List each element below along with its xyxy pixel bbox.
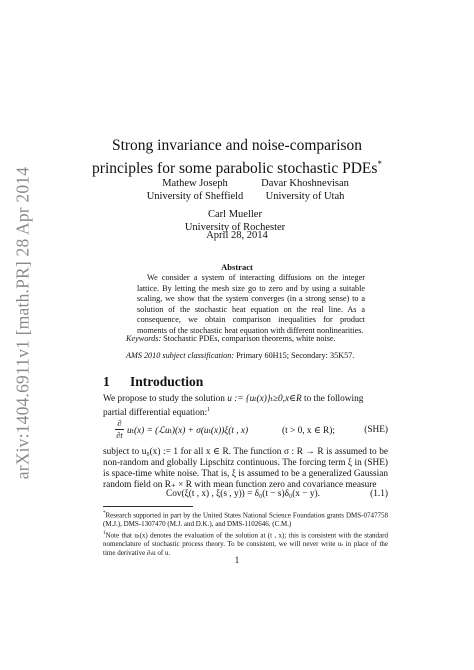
page-number: 1 bbox=[234, 556, 240, 566]
equation-she-tag: (SHE) bbox=[364, 425, 388, 435]
ams-classification-line bbox=[126, 351, 386, 361]
arxiv-stamp-text: arXiv:1404.6911v1 [math.PR] 28 Apr 2014 bbox=[12, 166, 33, 480]
ams-text: Primary 60H15; Secondary: 35K57. bbox=[236, 351, 355, 360]
author-1-affiliation: University of Sheffield bbox=[146, 190, 244, 202]
title-line-2 bbox=[0, 155, 474, 178]
section-number: 1 bbox=[103, 374, 110, 389]
author-1-name: Mathew Joseph bbox=[162, 178, 228, 189]
footnote-2 bbox=[103, 530, 388, 557]
intro-math: u := {uₜ(x)}ₜ≥0,x∈R bbox=[227, 394, 302, 404]
intro-footnote-mark: 1 bbox=[207, 407, 211, 414]
title-line-2-text: principles for some parabolic stochastic PDEs bbox=[92, 160, 378, 178]
fraction-denominator: ∂t bbox=[116, 430, 123, 440]
title-footnote-mark: * bbox=[377, 159, 382, 169]
intro-text-after: to the following partial differential equation: bbox=[103, 394, 364, 419]
equation-she-body: uₜ(x) = (ℒuₜ)(x) + σ(uₜ(x))ξ(t , x) bbox=[127, 426, 249, 436]
footnote-1-mark: * bbox=[103, 511, 106, 516]
keywords-text: Stochastic PDEs, comparison theorems, white noise. bbox=[163, 334, 336, 343]
author-3-name: Carl Mueller bbox=[208, 209, 262, 220]
footnote-1-text: Research supported in part by the United States National Science Foundation grants DMS-0747758 (M.J.), DMS-1307470 (M.J. and D.K.), and DMS-1102646. (C.M.) bbox=[103, 511, 388, 528]
footnote-2-mark: 1 bbox=[103, 531, 106, 536]
abstract-heading: Abstract bbox=[221, 262, 253, 272]
footnote-1 bbox=[103, 510, 388, 529]
fraction-numerator: ∂ bbox=[117, 418, 122, 428]
author-2-name: Davar Khoshnevisan bbox=[261, 178, 349, 189]
intro-text-before: We propose to study the solution bbox=[103, 394, 228, 404]
body-paragraph-2: subject to u₀(x) := 1 for all x ∈ R. The function σ : R → R is assumed to be non-random and globally Lipschitz continuous. The forcing term ξ in (SHE) is space-time white noise. That is, ξ is assumed to be a generalized Gaussian random field on R₊ × R with mean function zero and covariance measure bbox=[103, 447, 388, 491]
keywords-line bbox=[126, 334, 376, 344]
footnote-divider bbox=[103, 506, 193, 507]
author-2-affiliation: University of Utah bbox=[265, 190, 345, 202]
partial-derivative-fraction bbox=[115, 419, 124, 440]
equation-she-condition: (t > 0, x ∈ R); bbox=[282, 426, 335, 436]
equation-covariance-tag: (1.1) bbox=[370, 489, 388, 499]
keywords-label: Keywords: bbox=[126, 334, 162, 343]
equation-she bbox=[103, 419, 388, 443]
author-1 bbox=[140, 178, 250, 203]
paper-title bbox=[0, 136, 474, 178]
footnote-2-text: Note that uₜ(x) denotes the evaluation of the solution at (t , x); this is consistent with the standard nomenclature of stochastic process theory. To be consistent, we will never write uₜ in place of the time derivative ∂ₜu of u. bbox=[103, 531, 388, 557]
author-3-affiliation: University of Rochester bbox=[184, 221, 286, 233]
intro-paragraph bbox=[103, 394, 388, 420]
section-heading bbox=[103, 374, 203, 390]
section-title: Introduction bbox=[130, 374, 204, 389]
author-block bbox=[0, 178, 474, 258]
abstract-text: We consider a system of interacting diffusions on the integer lattice. By letting the mesh size go to zero and by using a suitable scaling, we show that the system converges (in a strong sense) to a solution of the stochastic heat equation on the real line. As a consequence, we obtain comparison inequalities for product moments of the stochastic heat equation with different nonlinearities. bbox=[137, 273, 365, 335]
paper-date: April 28, 2014 bbox=[206, 230, 268, 241]
title-line-1: Strong invariance and noise-comparison bbox=[111, 137, 363, 154]
equation-covariance-body: Cov(ξ(t , x) , ξ(s , y)) = δ₀(t − s)δ₀(x − y). bbox=[166, 489, 320, 499]
author-2 bbox=[250, 178, 360, 203]
ams-label: AMS 2010 subject classification: bbox=[126, 351, 235, 360]
